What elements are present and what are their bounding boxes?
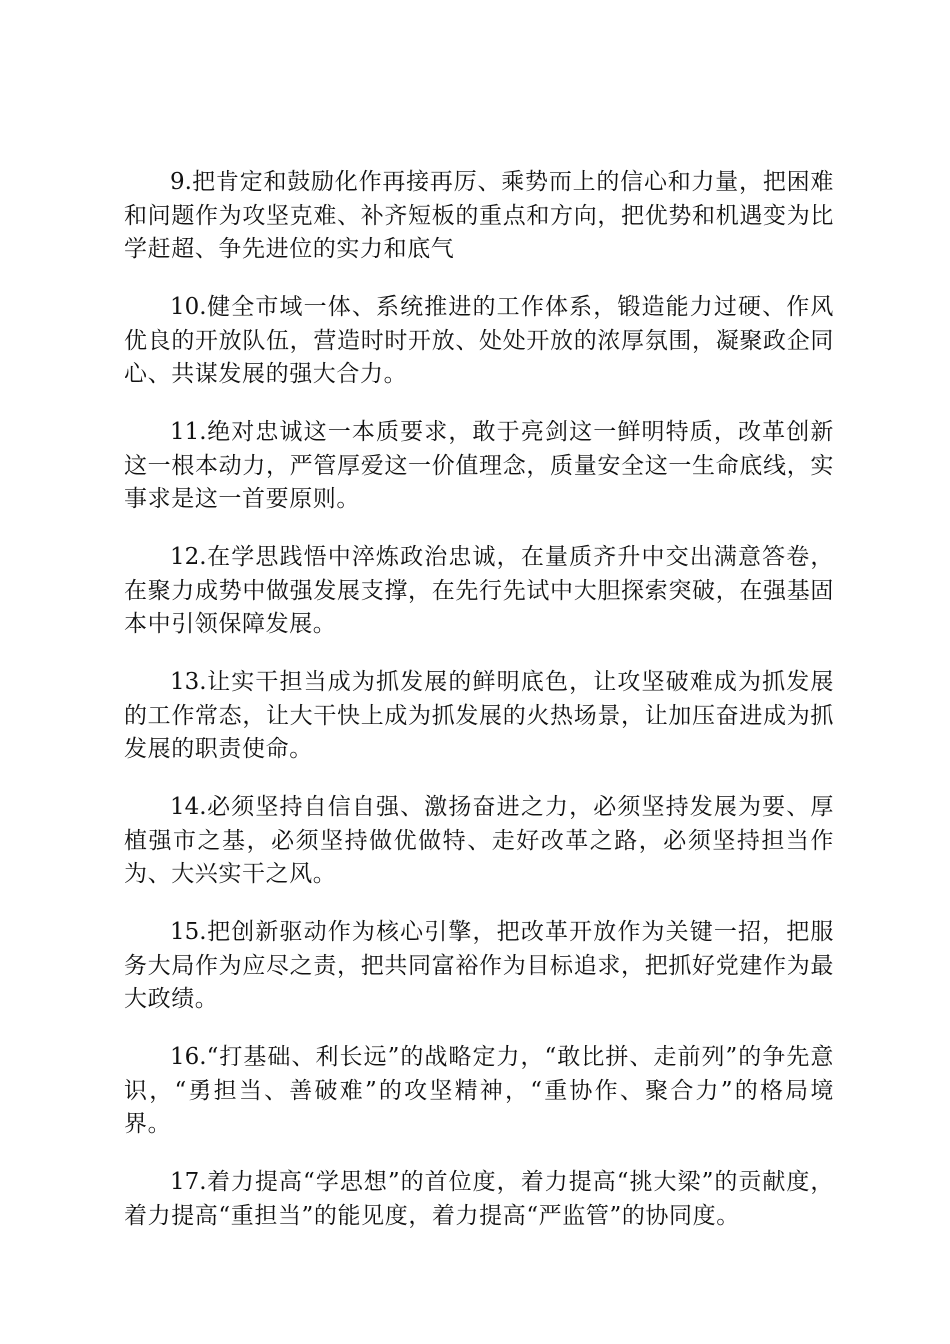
paragraph-14 — [124, 791, 834, 892]
paragraph-12 — [124, 541, 834, 642]
paragraph-text: 把创新驱动作为核心引擎，把改革开放作为关键一招，把服务大局作为应尽之责，把共同富裕作为目标追求，把抓好党建作为最大政绩。 — [124, 919, 834, 1012]
paragraph-text: 必须坚持自信自强、激扬奋进之力，必须坚持发展为要、厚植强市之基，必须坚持做优做特、走好改革之路，必须坚持担当作为、大兴实干之风。 — [124, 794, 834, 887]
paragraph-13 — [124, 666, 834, 767]
document-body — [124, 166, 834, 1258]
paragraph-number: 12. — [170, 544, 207, 570]
paragraph-text: 让实干担当成为抓发展的鲜明底色，让攻坚破难成为抓发展的工作常态，让大干快上成为抓发展的火热场景，让加压奋进成为抓发展的职责使命。 — [124, 669, 834, 762]
paragraph-10 — [124, 291, 834, 392]
paragraph-number: 15. — [170, 919, 207, 945]
paragraph-16 — [124, 1041, 834, 1142]
paragraph-17 — [124, 1166, 834, 1233]
paragraph-text: 健全市域一体、系统推进的工作体系，锻造能力过硬、作风优良的开放队伍，营造时时开放、处处开放的浓厚氛围，凝聚政企同心、共谋发展的强大合力。 — [124, 294, 834, 387]
paragraph-number: 17. — [170, 1169, 207, 1195]
paragraph-number: 10. — [170, 294, 207, 320]
paragraph-9 — [124, 166, 834, 267]
paragraph-text: 把肯定和鼓励化作再接再厉、乘势而上的信心和力量，把困难和问题作为攻坚克难、补齐短板的重点和方向，把优势和机遇变为比学赶超、争先进位的实力和底气 — [124, 169, 834, 262]
paragraph-number: 13. — [170, 669, 207, 695]
paragraph-number: 16. — [170, 1044, 207, 1070]
paragraph-number: 14. — [170, 794, 207, 820]
paragraph-text: 在学思践悟中淬炼政治忠诚，在量质齐升中交出满意答卷，在聚力成势中做强发展支撑，在先行先试中大胆探索突破，在强基固本中引领保障发展。 — [124, 544, 834, 637]
paragraph-number: 9. — [170, 169, 192, 195]
paragraph-text: 着力提高“学思想”的首位度，着力提高“挑大梁”的贡献度，着力提高“重担当”的能见度，着力提高“严监管”的协同度。 — [124, 1169, 834, 1229]
paragraph-text: 绝对忠诚这一本质要求，敢于亮剑这一鲜明特质，改革创新这一根本动力，严管厚爱这一价值理念，质量安全这一生命底线，实事求是这一首要原则。 — [124, 419, 834, 512]
paragraph-11 — [124, 416, 834, 517]
paragraph-text: “打基础、利长远”的战略定力，“敢比拼、走前列”的争先意识，“勇担当、善破难”的攻坚精神，“重协作、聚合力”的格局境界。 — [124, 1044, 834, 1137]
paragraph-number: 11. — [170, 419, 207, 445]
paragraph-15 — [124, 916, 834, 1017]
